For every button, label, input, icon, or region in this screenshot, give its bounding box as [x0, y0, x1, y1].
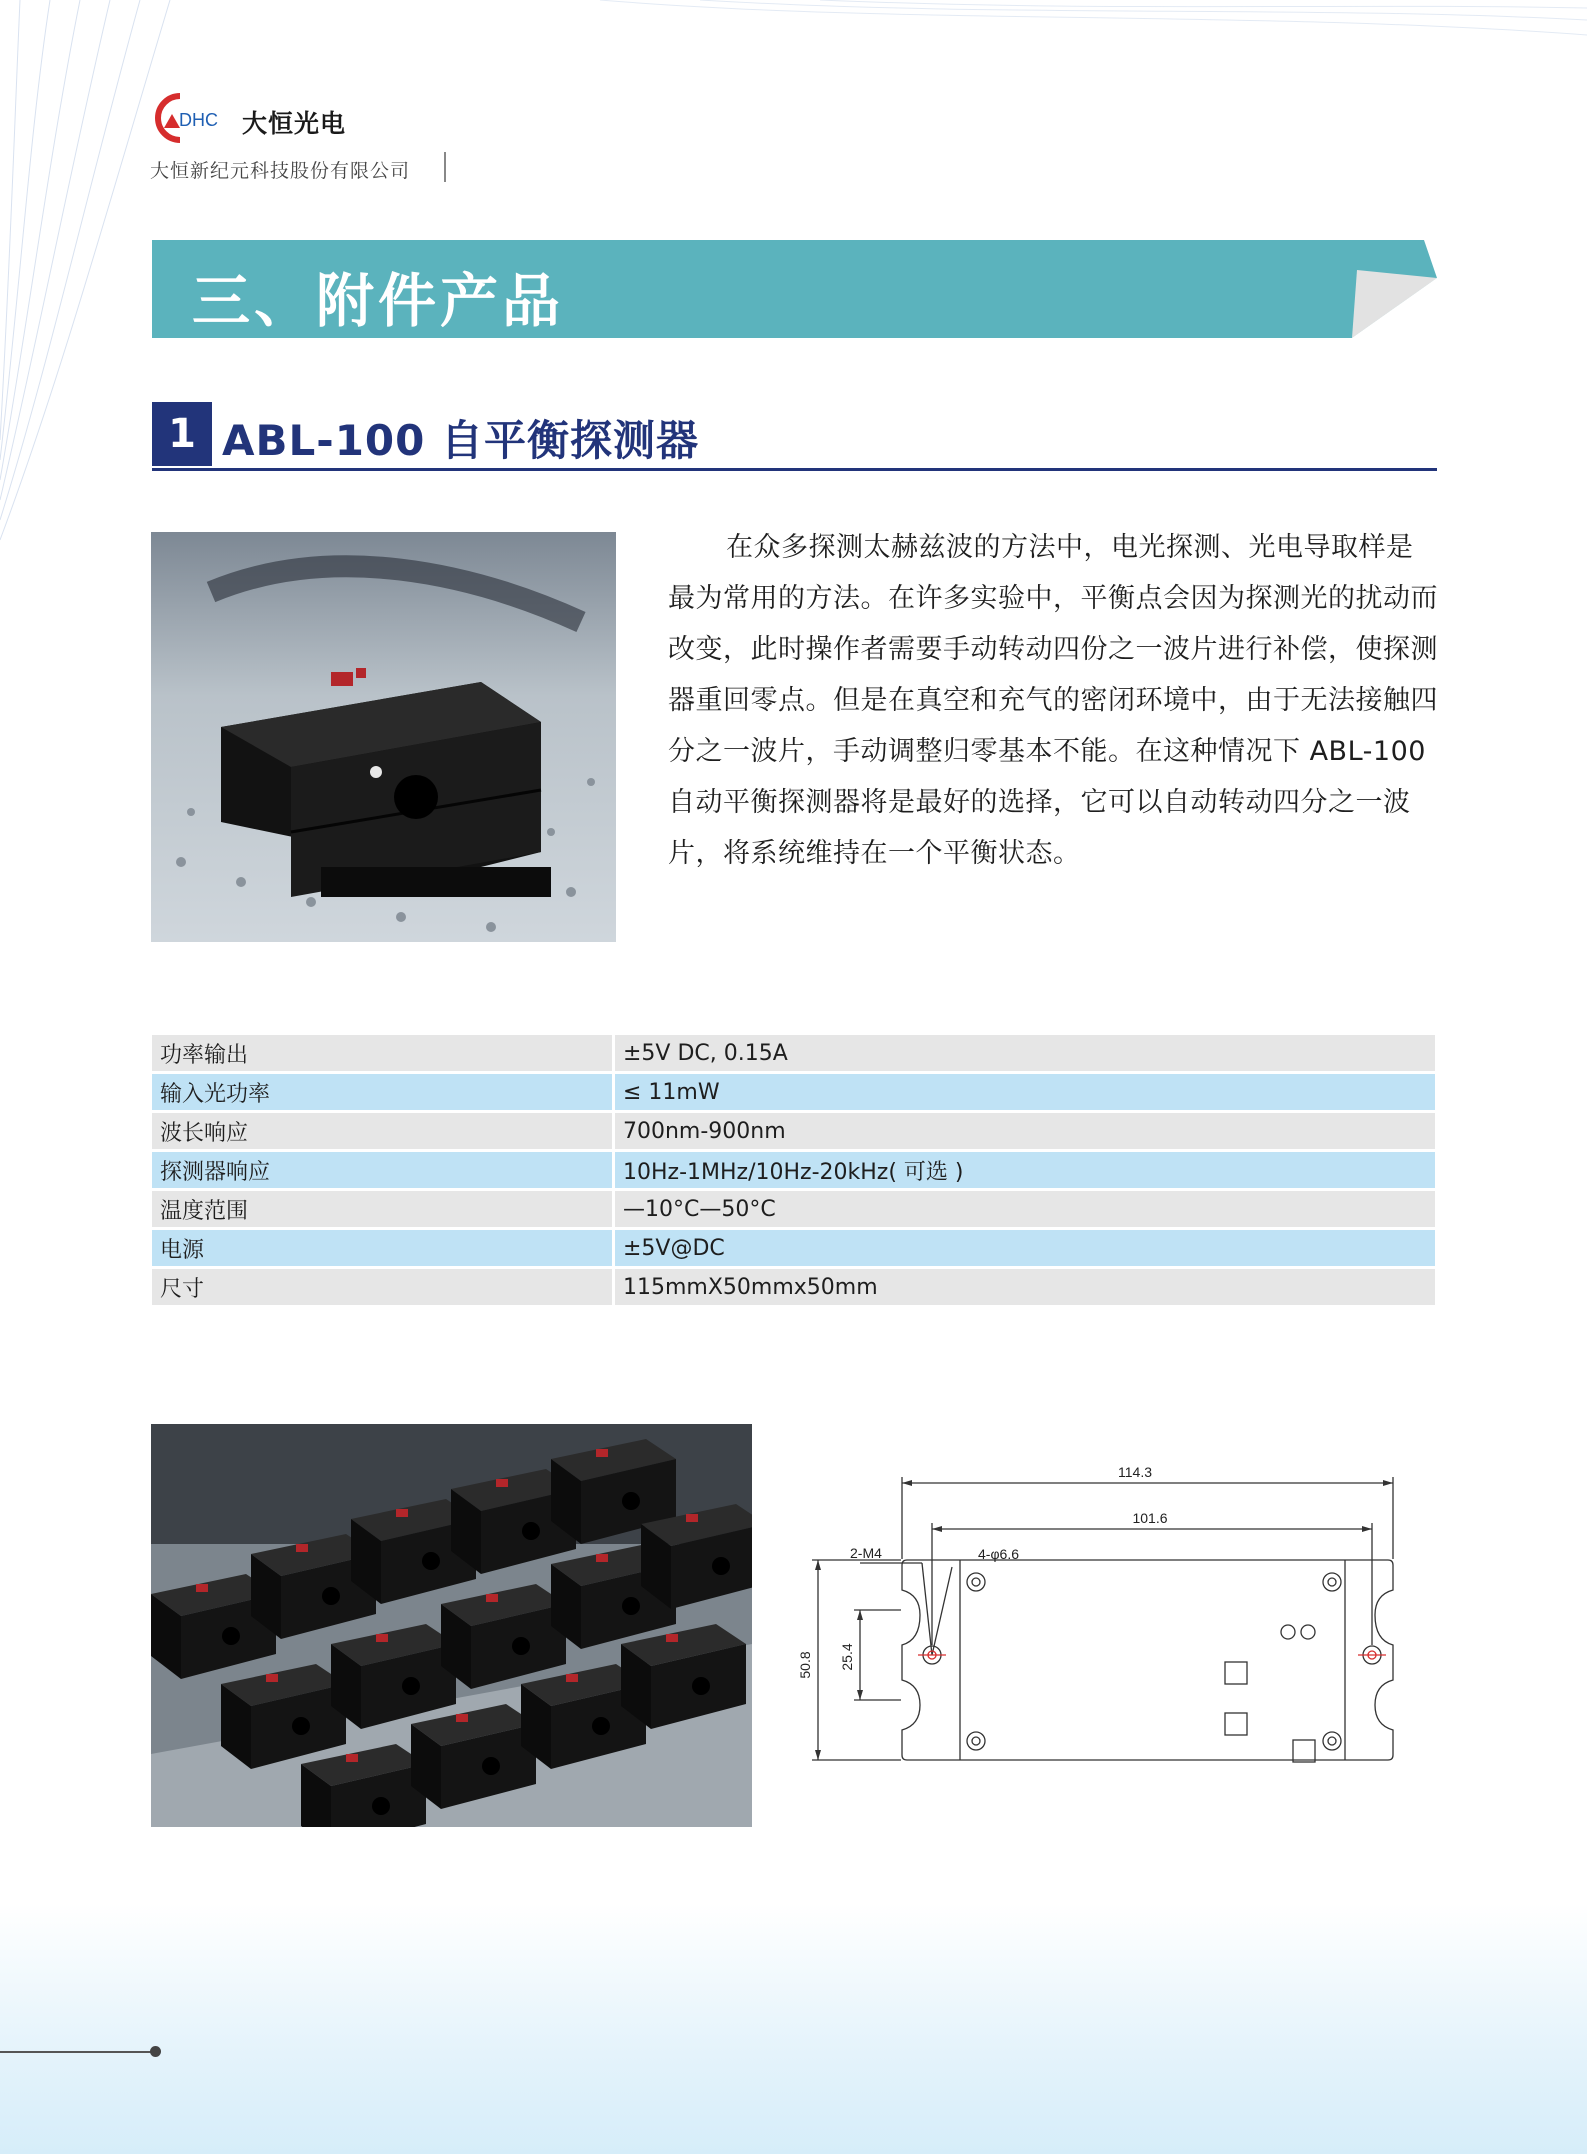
logo-letters: DHC — [179, 110, 218, 130]
dim-holes-label: 4-φ6.6 — [978, 1546, 1019, 1562]
product-description: 在众多探测太赫兹波的方法中，电光探测、光电导取样是最为常用的方法。在许多实验中，平衡点会因为探测光的扰动而改变，此时操作者需要手动转动四份之一波片进行补偿，使探测器重回零点。但是在真空和充气的密闭环境中，由于无法接触四分之一波片，手动调整归零基本不能。在这种情况下 ABL-100 自动平衡探测器将是最好的选择，它可以自动转动四分之一波片，将系统维持在一个平衡状态。 — [668, 532, 1438, 869]
spec-row — [152, 1074, 1435, 1110]
footer-line — [0, 2051, 156, 2053]
dim-thread-label: 2-M4 — [850, 1545, 882, 1561]
spec-value: 115mmX50mmx50mm — [615, 1269, 1435, 1305]
product-title: ABL-100 自平衡探测器 — [222, 416, 700, 465]
spec-row — [152, 1191, 1435, 1227]
company-name: 大恒新纪元科技股份有限公司 — [150, 160, 411, 182]
header-divider — [444, 152, 446, 182]
spec-value: —10°C—50°C — [615, 1191, 1435, 1227]
spec-key: 尺寸 — [152, 1269, 615, 1305]
spec-key: 电源 — [152, 1230, 615, 1266]
footer-dot — [150, 2046, 161, 2057]
spec-row — [152, 1230, 1435, 1266]
spec-value: 700nm-900nm — [615, 1113, 1435, 1149]
spec-value: ±5V DC, 0.15A — [615, 1035, 1435, 1071]
spec-key: 输入光功率 — [152, 1074, 615, 1110]
spec-value: ±5V@DC — [615, 1230, 1435, 1266]
spec-row — [152, 1035, 1435, 1071]
product-photo — [151, 532, 616, 942]
spec-key: 波长响应 — [152, 1113, 615, 1149]
section-banner — [152, 240, 1437, 338]
spec-row — [152, 1113, 1435, 1149]
dim-spacing-label: 101.6 — [1132, 1510, 1168, 1526]
dim-height-label: 50.8 — [797, 1651, 813, 1679]
dim-total-label: 114.3 — [1118, 1464, 1152, 1480]
spec-row — [152, 1269, 1435, 1305]
bottom-gradient — [0, 1904, 1587, 2154]
spec-key: 探测器响应 — [152, 1152, 615, 1188]
spec-table — [152, 1032, 1435, 1308]
dhc-logo-icon — [150, 90, 230, 146]
spec-value: ≤ 11mW — [615, 1074, 1435, 1110]
spec-key: 温度范围 — [152, 1191, 615, 1227]
company-logo — [150, 90, 750, 180]
dimension-drawing — [790, 1455, 1430, 1835]
product-heading — [152, 402, 1437, 471]
dim-slot-label: 25.4 — [839, 1643, 855, 1671]
multi-unit-photo — [151, 1424, 752, 1827]
spec-value: 10Hz-1MHz/10Hz-20kHz( 可选 ) — [615, 1152, 1435, 1188]
spec-key: 功率输出 — [152, 1035, 615, 1071]
spec-row — [152, 1152, 1435, 1188]
section-title: 三、附件产品 — [192, 267, 565, 335]
brand-name: 大恒光电 — [242, 109, 347, 138]
product-number: 1 — [152, 402, 212, 466]
